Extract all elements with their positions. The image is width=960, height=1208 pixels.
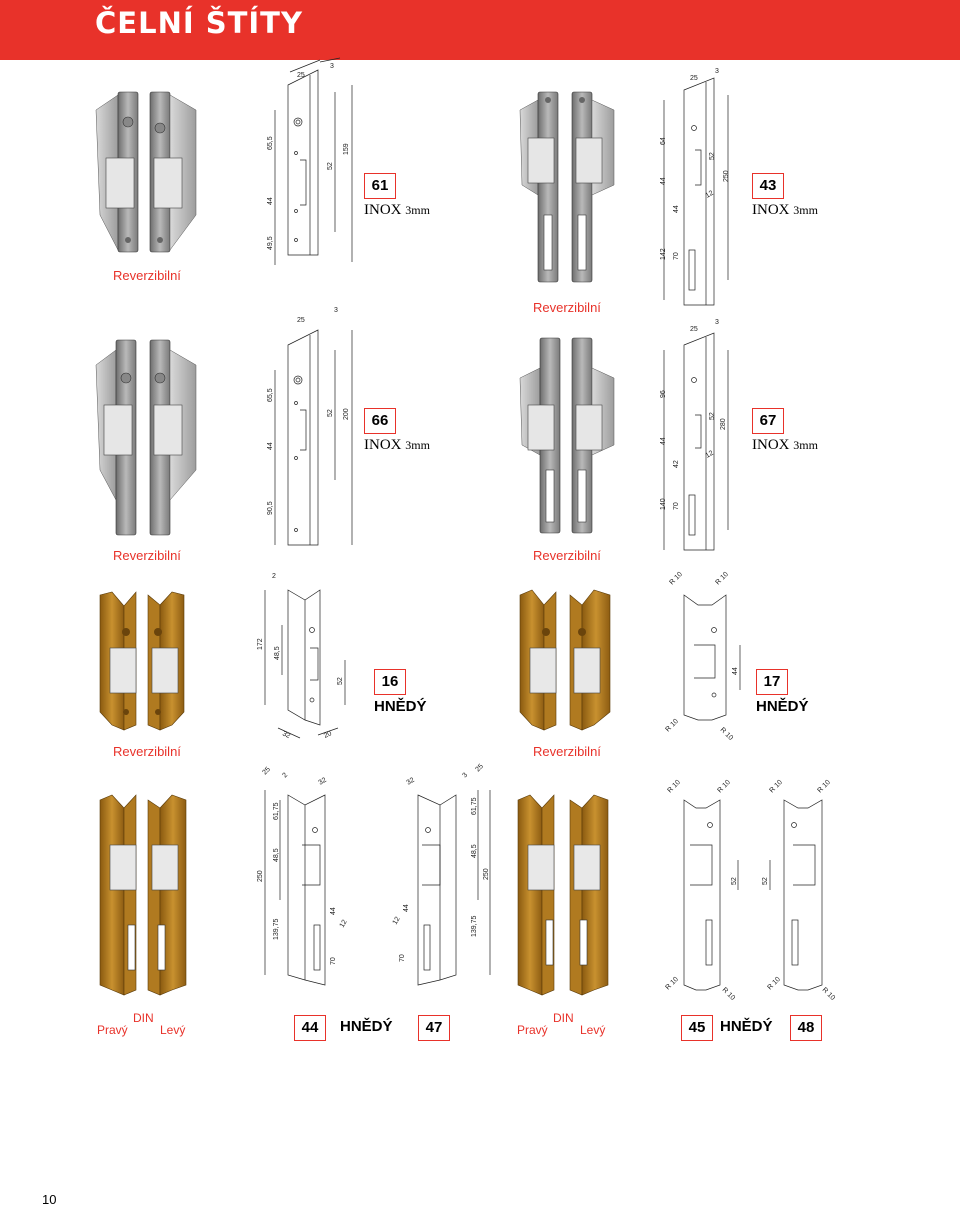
code-67: 67 [752, 408, 784, 434]
dim-16-e: 32 [281, 730, 292, 741]
reversible-label-43: Reverzibilní [533, 300, 601, 315]
dim-48-d: R 10 [766, 976, 782, 992]
levy-label-left: Levý [160, 1023, 186, 1037]
dim-44-j: 70 [330, 957, 337, 965]
dim-44-b: 2 [281, 771, 290, 780]
photo-43 [520, 92, 614, 282]
dim-43-f: 142 [660, 248, 667, 260]
drawing-67 [664, 333, 728, 550]
din-label-right: DIN [553, 1011, 574, 1025]
dim-16-a: 2 [272, 573, 276, 580]
drawing-43 [664, 78, 728, 305]
drawing-45 [684, 800, 738, 990]
dim-44-g: 139,75 [273, 918, 280, 940]
dim-66-a: 25 [297, 317, 305, 324]
dim-43-j: 250 [723, 170, 730, 182]
dim-47-d: 61,75 [471, 797, 478, 815]
dim-67-g: 70 [673, 502, 680, 510]
dim-17-e: R 10 [718, 726, 734, 742]
page-title: ČELNÍ ŠTÍTY [95, 6, 303, 40]
dim-45-a: R 10 [666, 779, 682, 795]
dim-67-c: 96 [660, 390, 667, 398]
drawing-17 [684, 595, 740, 720]
dim-44-a: 25 [261, 765, 272, 777]
dim-44-e: 48,5 [273, 848, 280, 862]
dim-16-c: 48,5 [274, 646, 281, 660]
material-43: INOX 3mm [752, 202, 818, 218]
dim-61-b: 3 [330, 63, 334, 70]
din-label-left: DIN [133, 1011, 154, 1025]
dim-66-f: 52 [327, 409, 334, 417]
dim-47-h: 44 [403, 904, 410, 912]
dim-47-g: 139,75 [471, 915, 478, 937]
reversible-label-67: Reverzibilní [533, 548, 601, 563]
dim-61-e: 49,5 [267, 236, 274, 250]
drawing-66 [275, 330, 352, 545]
dim-67-b: 3 [715, 319, 719, 326]
dim-43-c: 64 [660, 137, 667, 145]
dim-44-d: 61,75 [273, 802, 280, 820]
photo-67 [520, 338, 614, 533]
dim-44-f: 250 [257, 870, 264, 882]
dim-66-d: 44 [267, 442, 274, 450]
dim-43-i: 12 [704, 189, 715, 200]
reversible-label-61: Reverzibilní [113, 268, 181, 283]
material-66: INOX 3mm [364, 437, 430, 453]
dim-44-c: 32 [317, 776, 328, 787]
dim-43-g: 70 [673, 252, 680, 260]
drawing-47 [418, 790, 490, 985]
color-45-48: HNĚDÝ [720, 1018, 773, 1035]
levy-label-right: Levý [580, 1023, 606, 1037]
dim-67-f: 140 [660, 498, 667, 510]
photo-61 [96, 92, 196, 252]
code-45: 45 [681, 1015, 713, 1041]
dim-67-d: 44 [660, 437, 667, 445]
color-17: HNĚDÝ [756, 698, 809, 715]
photo-44-47 [100, 795, 186, 995]
dim-66-b: 3 [334, 307, 338, 314]
color-16: HNĚDÝ [374, 698, 427, 715]
dim-43-d: 44 [660, 177, 667, 185]
page-number: 10 [42, 1192, 57, 1207]
code-48: 48 [790, 1015, 822, 1041]
code-47: 47 [418, 1015, 450, 1041]
dim-67-j: 280 [720, 418, 727, 430]
dim-43-b: 3 [715, 68, 719, 75]
dim-47-j: 70 [399, 954, 406, 962]
reversible-label-17: Reverzibilní [533, 744, 601, 759]
dim-17-b: R 10 [714, 571, 730, 587]
dim-67-h: 52 [709, 412, 716, 420]
drawing-16 [265, 590, 345, 741]
code-43: 43 [752, 173, 784, 199]
dim-45-e: R 10 [720, 986, 736, 1002]
dim-66-e: 90,5 [267, 501, 274, 515]
dim-67-a: 25 [690, 326, 698, 333]
dim-45-c: 52 [731, 877, 738, 885]
dim-67-e: 42 [673, 460, 680, 468]
code-61: 61 [364, 173, 396, 199]
photo-17 [520, 590, 610, 730]
reversible-label-66: Reverzibilní [113, 548, 181, 563]
dim-17-c: 44 [732, 667, 739, 675]
dim-17-a: R 10 [668, 571, 684, 587]
dim-61-a: 25 [297, 72, 305, 79]
pravy-label-right: Pravý [517, 1023, 548, 1037]
code-17: 17 [756, 669, 788, 695]
code-66: 66 [364, 408, 396, 434]
dim-43-e: 44 [673, 205, 680, 213]
dim-48-c: 52 [762, 877, 769, 885]
dim-17-d: R 10 [664, 718, 680, 734]
code-16: 16 [374, 669, 406, 695]
photo-16 [100, 592, 184, 730]
dim-66-c: 65,5 [267, 388, 274, 402]
photo-45-48 [518, 795, 608, 995]
dim-16-d: 52 [337, 677, 344, 685]
dim-16-b: 172 [257, 638, 264, 650]
dim-44-i: 12 [338, 918, 349, 929]
drawing-48 [770, 800, 822, 990]
material-61: INOX 3mm [364, 202, 430, 218]
dim-16-f: 20 [322, 730, 333, 740]
code-44: 44 [294, 1015, 326, 1041]
dim-61-c: 65,5 [267, 136, 274, 150]
dim-48-e: R 10 [820, 986, 836, 1002]
dim-67-i: 12 [704, 449, 715, 460]
dim-47-e: 48,5 [471, 844, 478, 858]
dim-48-b: R 10 [816, 779, 832, 795]
dim-47-c: 3 [461, 771, 470, 780]
dim-47-i: 12 [391, 915, 402, 926]
dim-48-a: R 10 [768, 779, 784, 795]
pravy-label-left: Pravý [97, 1023, 128, 1037]
photo-66 [96, 340, 196, 535]
dim-44-h: 44 [330, 907, 337, 915]
dim-43-a: 25 [690, 75, 698, 82]
dim-61-f: 52 [327, 162, 334, 170]
dim-66-g: 200 [343, 408, 350, 420]
dim-61-d: 44 [267, 197, 274, 205]
dim-47-f: 250 [483, 868, 490, 880]
drawing-61 [275, 58, 352, 265]
reversible-label-16: Reverzibilní [113, 744, 181, 759]
material-67: INOX 3mm [752, 437, 818, 453]
dim-45-b: R 10 [716, 779, 732, 795]
dim-45-d: R 10 [664, 976, 680, 992]
dim-47-b: 25 [474, 762, 485, 774]
color-44-47: HNĚDÝ [340, 1018, 393, 1035]
dim-47-a: 32 [405, 776, 416, 787]
dim-43-h: 52 [709, 152, 716, 160]
dim-61-g: 159 [343, 143, 350, 155]
